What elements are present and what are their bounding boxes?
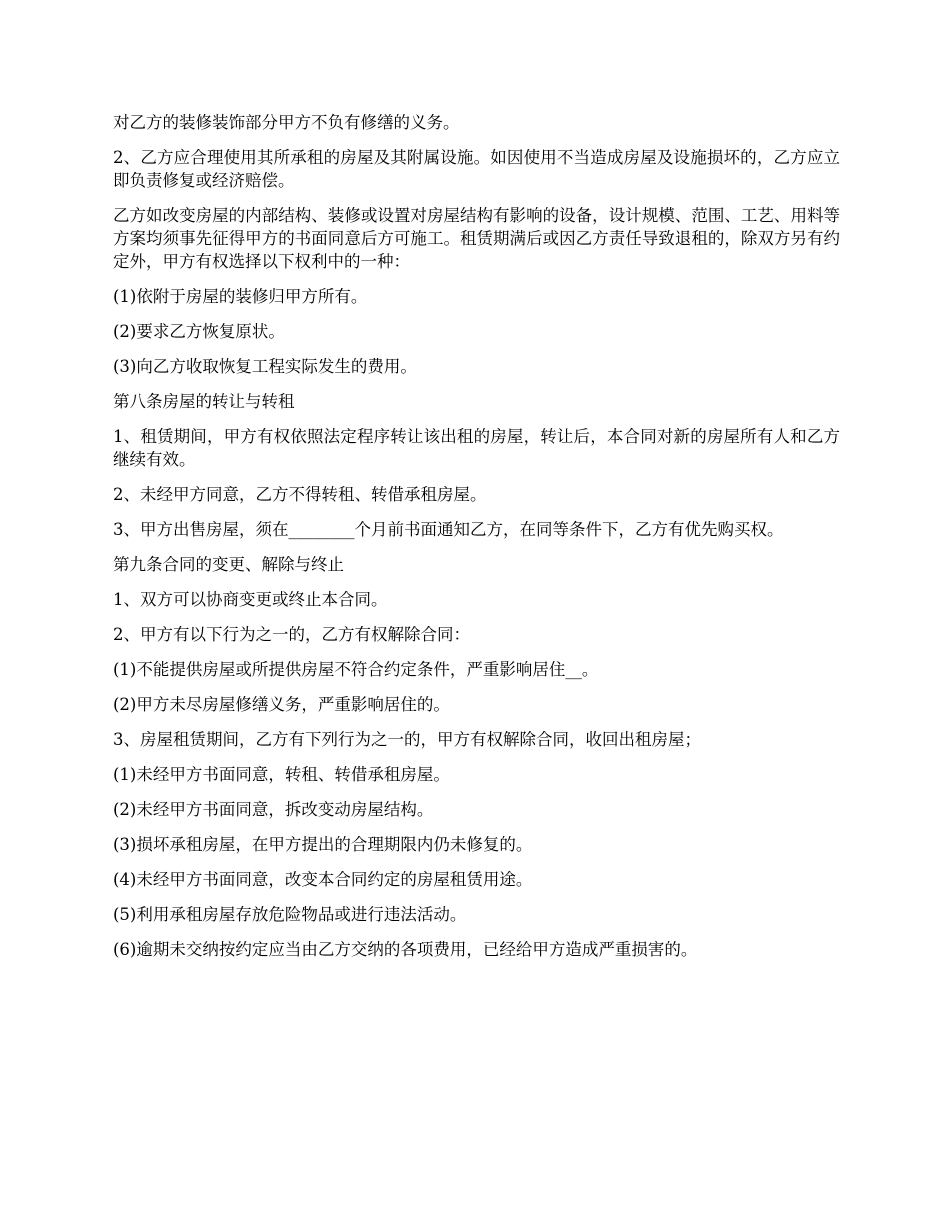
paragraph: 3、甲方出售房屋，须在________个月前书面通知乙方，在同等条件下，乙方有优先购买权。 — [113, 520, 784, 539]
section-heading: 第八条房屋的转让与转租 — [113, 392, 295, 411]
paragraph: 1、租赁期间，甲方有权依照法定程序转让该出租的房屋，转让后，本合同对新的房屋所有人和乙方继续有效。 — [113, 427, 840, 469]
paragraph: 2、甲方有以下行为之一的，乙方有权解除合同： — [113, 625, 470, 644]
list-item: (2)甲方未尽房屋修缮义务，严重影响居住的。 — [113, 695, 450, 714]
section-heading: 第九条合同的变更、解除与终止 — [113, 555, 344, 574]
paragraph: 2、未经甲方同意，乙方不得转租、转借承租房屋。 — [113, 485, 487, 504]
paragraph: 3、房屋租赁期间，乙方有下列行为之一的，甲方有权解除合同，收回出租房屋； — [113, 730, 701, 749]
document-body — [113, 111, 840, 973]
list-item: (1)不能提供房屋或所提供房屋不符合约定条件，严重影响居住__。 — [113, 660, 599, 679]
list-item: (3)损坏承租房屋，在甲方提出的合理期限内仍未修复的。 — [113, 835, 533, 854]
paragraph: 乙方如改变房屋的内部结构、装修或设置对房屋结构有影响的设备，设计规模、范围、工艺、用料等方案均须事先征得甲方的书面同意后方可施工。租赁期满后或因乙方责任导致退租的，除双方另有约定外，甲方有权选择以下权利中的一种： — [113, 206, 840, 271]
list-item: (1)未经甲方书面同意，转租、转借承租房屋。 — [113, 765, 450, 784]
paragraph: 2、乙方应合理使用其所承租的房屋及其附属设施。如因使用不当造成房屋及设施损坏的，乙方应立即负责修复或经济赔偿。 — [113, 148, 840, 190]
list-item: (6)逾期未交纳按约定应当由乙方交纳的各项费用，已经给甲方造成严重损害的。 — [113, 940, 698, 959]
list-item: (1)依附于房屋的装修归甲方所有。 — [113, 287, 368, 306]
paragraph: 1、双方可以协商变更或终止本合同。 — [113, 590, 388, 609]
list-item: (5)利用承租房屋存放危险物品或进行违法活动。 — [113, 905, 467, 924]
paragraph: 对乙方的装修装饰部分甲方不负有修缮的义务。 — [113, 113, 460, 132]
list-item: (4)未经甲方书面同意，改变本合同约定的房屋租赁用途。 — [113, 870, 533, 889]
list-item: (2)未经甲方书面同意，拆改变动房屋结构。 — [113, 800, 434, 819]
list-item: (3)向乙方收取恢复工程实际发生的费用。 — [113, 357, 417, 376]
list-item: (2)要求乙方恢复原状。 — [113, 322, 285, 341]
